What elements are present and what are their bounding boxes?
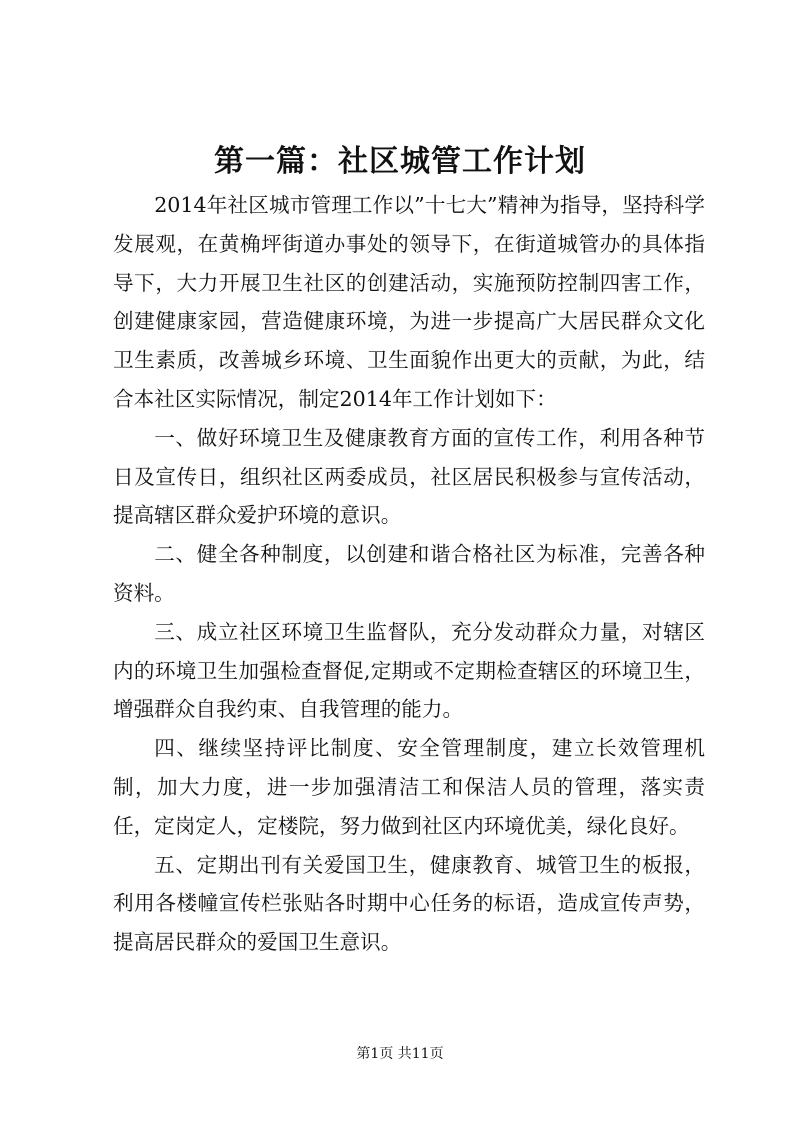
page-number-footer: 第1页 共11页 <box>356 1046 444 1062</box>
paragraph-item-4: 四、继续坚持评比制度、安全管理制度，建立长效管理机制，加大力度，进一步加强清洁工和保洁人员的管理，落实责任，定岗定人，定楼院，努力做到社区内环境优美，绿化良好。 <box>113 736 705 838</box>
paragraph-item-2: 二、健全各种制度，以创建和谐合格社区为标准，完善各种资料。 <box>113 542 705 605</box>
paragraph-intro: 2014年社区城市管理工作以”十七大”精神为指导，坚持科学发展观，在黄桷坪街道办事处的领导下，在街道城管办的具体指导下，大力开展卫生社区的创建活动，实施预防控制四害工作，创建健康家园，营造健康环境，为进一步提高广大居民群众文化卫生素质，改善城乡环境、卫生面貌作出更大的贡献，为此，结合本社区实际情况，制定2014年工作计划如下： <box>113 193 705 411</box>
document-body <box>113 186 705 962</box>
document-title: 第一篇：社区城管工作计划 <box>214 144 586 179</box>
paragraph-item-5: 五、定期出刊有关爱国卫生，健康教育、城管卫生的板报，利用各楼幢宣传栏张贴各时期中心任务的标语，造成宣传声势，提高居民群众的爱国卫生意识。 <box>113 852 705 955</box>
paragraph-item-3: 三、成立社区环境卫生监督队，充分发动群众力量，对辖区内的环境卫生加强检查督促,定期或不定期检查辖区的环境卫生，增强群众自我约束、自我管理的能力。 <box>113 619 705 722</box>
paragraph-item-1: 一、做好环境卫生及健康教育方面的宣传工作，利用各种节日及宣传日，组织社区两委成员，社区居民积极参与宣传活动，提高辖区群众爱护环境的意识。 <box>113 425 705 528</box>
